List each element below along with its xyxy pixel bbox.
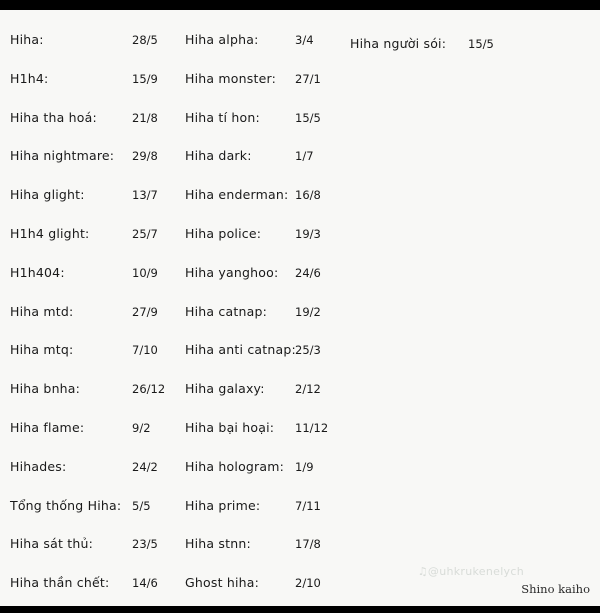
entry-label: Hiha enderman: — [185, 187, 289, 203]
list-item — [185, 528, 350, 567]
entry-label: Hiha dark: — [185, 148, 252, 164]
entry-label: Hiha yanghoo: — [185, 264, 279, 280]
bottom-letterbox-bar — [0, 606, 600, 613]
entry-value: 15/5 — [295, 110, 321, 125]
entry-value: 24/2 — [132, 459, 158, 474]
list-item — [185, 218, 350, 257]
entry-label: Hiha bnha: — [10, 381, 81, 397]
entry-label: Hiha sát thủ: — [10, 536, 94, 552]
entry-label: Hiha anti catnap: — [185, 342, 296, 358]
entry-value: 26/12 — [132, 382, 166, 397]
list-item — [10, 218, 185, 257]
entry-value: 14/6 — [132, 576, 158, 591]
entry-label: Hiha bại hoại: — [185, 419, 275, 435]
list-item — [10, 451, 185, 490]
list-item — [10, 373, 185, 412]
list-item — [10, 140, 185, 179]
entry-label: Hiha monster: — [185, 70, 277, 86]
entry-label: Hiha tí hon: — [185, 109, 260, 125]
entry-value: 16/8 — [295, 188, 321, 203]
entry-label: Hiha thần chết: — [10, 575, 110, 591]
list-item — [185, 490, 350, 529]
entry-label: Hiha police: — [185, 225, 262, 241]
entry-label: Hiha prime: — [185, 497, 261, 513]
entry-value: 19/2 — [295, 304, 321, 319]
entry-label: H1h404: — [10, 264, 65, 280]
entry-label: Hihades: — [10, 458, 67, 474]
birthday-column-3 — [350, 28, 595, 67]
entry-label: Hiha mtq: — [10, 342, 74, 358]
entry-value: 1/9 — [295, 459, 314, 474]
entry-label: Hiha hologram: — [185, 458, 285, 474]
entry-label: Tổng thống Hiha: — [10, 497, 122, 513]
entry-label: Hiha catnap: — [185, 303, 267, 319]
watermark-text: ♫@uhkrukenelych — [417, 565, 524, 578]
entry-value: 11/12 — [295, 420, 329, 435]
list-item — [185, 257, 350, 296]
entry-value: 17/8 — [295, 537, 321, 552]
entry-value: 21/8 — [132, 110, 158, 125]
top-letterbox-bar — [0, 0, 600, 10]
entry-value: 2/12 — [295, 382, 321, 397]
entry-value: 24/6 — [295, 265, 321, 280]
list-item — [185, 102, 350, 141]
entry-value: 28/5 — [132, 33, 158, 47]
signature-text: Shino kaiho — [521, 582, 590, 596]
list-item — [10, 296, 185, 335]
entry-label: Hiha: — [10, 32, 44, 47]
list-item — [185, 412, 350, 451]
list-item — [10, 334, 185, 373]
list-item — [10, 24, 185, 63]
entry-value: 15/9 — [132, 71, 158, 86]
list-item — [185, 140, 350, 179]
entry-value: 7/11 — [295, 498, 321, 513]
list-item — [10, 528, 185, 567]
list-item — [185, 63, 350, 102]
entry-label: Hiha người sói: — [350, 36, 447, 51]
entry-label: Hiha flame: — [10, 419, 85, 435]
entry-label: H1h4: — [10, 70, 49, 86]
entry-value: 27/9 — [132, 304, 158, 319]
entry-value: 7/10 — [132, 343, 158, 358]
list-item — [350, 28, 595, 67]
entry-value: 13/7 — [132, 188, 158, 203]
list-item — [10, 490, 185, 529]
entry-value: 1/7 — [295, 149, 314, 164]
list-item — [185, 179, 350, 218]
entry-value: 9/2 — [132, 420, 151, 435]
entry-value: 15/5 — [468, 37, 494, 51]
entry-label: Hiha mtd: — [10, 303, 74, 319]
entry-label: Hiha galaxy: — [185, 381, 265, 397]
note-sheet — [0, 10, 600, 606]
list-item — [10, 102, 185, 141]
entry-value: 27/1 — [295, 71, 321, 86]
entry-value: 19/3 — [295, 226, 321, 241]
entry-value: 10/9 — [132, 265, 158, 280]
list-item — [10, 257, 185, 296]
entry-value: 23/5 — [132, 537, 158, 552]
birthday-column-2 — [185, 24, 350, 606]
entry-label: Hiha alpha: — [185, 32, 259, 47]
list-item — [185, 373, 350, 412]
list-item — [185, 24, 350, 63]
entry-label: Hiha glight: — [10, 187, 85, 203]
entry-value: 29/8 — [132, 149, 158, 164]
list-item — [10, 567, 185, 606]
entry-label: Ghost hiha: — [185, 575, 260, 591]
birthday-column-1 — [10, 24, 185, 606]
entry-value: 25/7 — [132, 226, 158, 241]
entry-label: Hiha stnn: — [185, 536, 251, 552]
list-item — [10, 179, 185, 218]
list-item — [185, 334, 350, 373]
list-item — [10, 412, 185, 451]
list-item — [10, 63, 185, 102]
entry-value: 2/10 — [295, 576, 321, 591]
entry-value: 3/4 — [295, 33, 314, 47]
entry-value: 25/3 — [295, 343, 321, 358]
list-item — [185, 296, 350, 335]
entry-label: H1h4 glight: — [10, 225, 90, 241]
list-item — [185, 451, 350, 490]
entry-label: Hiha nightmare: — [10, 148, 115, 164]
entry-value: 5/5 — [132, 498, 151, 513]
list-item — [185, 567, 350, 606]
entry-label: Hiha tha hoá: — [10, 109, 97, 125]
